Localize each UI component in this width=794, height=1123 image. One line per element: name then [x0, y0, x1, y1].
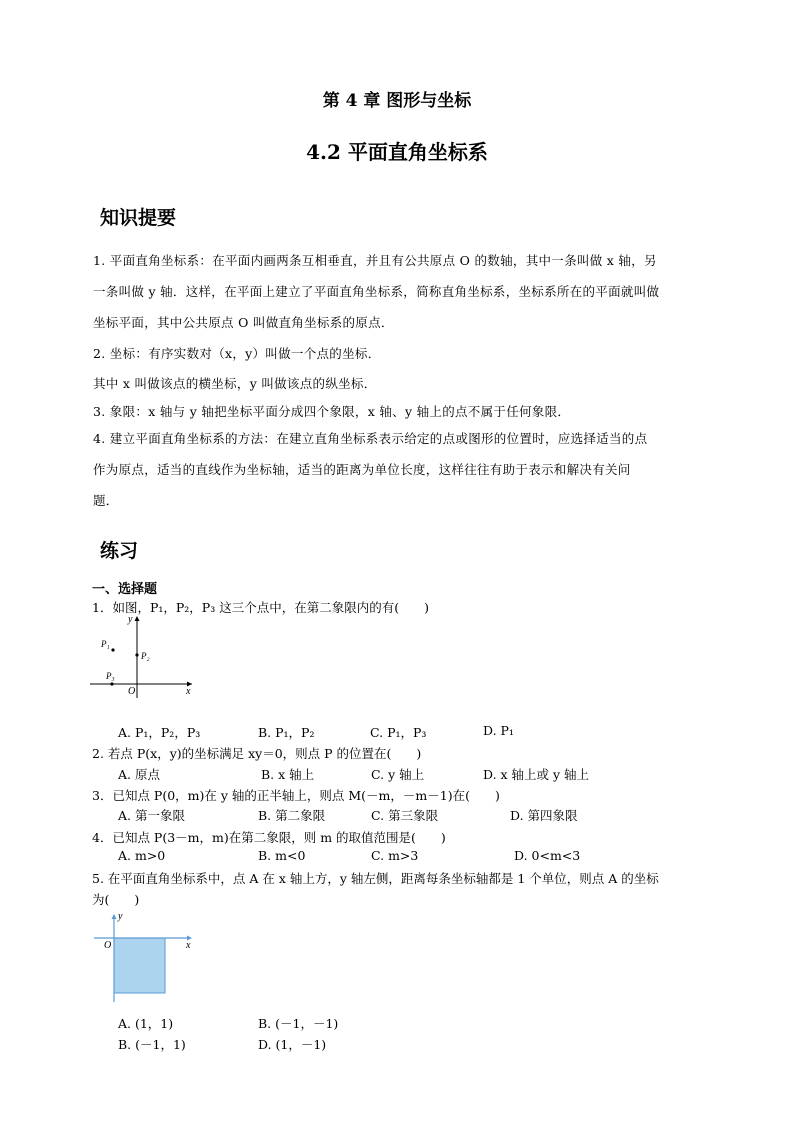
question-4-stem: 4．已知点 P(3－m，m)在第二象限，则 m 的取值范围是( ) — [92, 830, 446, 845]
point-p3 — [110, 682, 113, 685]
practice-heading: 练习 — [100, 540, 139, 562]
point-p2 — [135, 653, 138, 656]
chapter-title: 第 4 章 图形与坐标 — [322, 91, 472, 111]
question-5-stem-cont: 为( ) — [92, 892, 140, 907]
section-title: 4.2 平面直角坐标系 — [306, 140, 488, 164]
question-4-option-b[interactable]: B. m<0 — [258, 848, 306, 863]
question-3-option-a[interactable]: A. 第一象限 — [118, 808, 185, 823]
x-axis-label: x — [186, 940, 191, 951]
question-5-stem: 5. 在平面直角坐标系中，点 A 在 x 轴上方，y 轴左侧，距离每条坐标轴都是 1 个单位，则点 A 的坐标 — [92, 871, 659, 886]
question-2-option-c[interactable]: C. y 轴上 — [371, 767, 425, 782]
p2-label: P₂ — [141, 651, 150, 661]
question-2-stem: 2. 若点 P(x，y)的坐标满足 xy＝0，则点 P 的位置在( ) — [92, 746, 422, 761]
knowledge-line: 2. 坐标：有序实数对（x，y）叫做一个点的坐标． — [93, 346, 381, 361]
p3-label: P₃ — [106, 671, 115, 681]
question-1-option-a[interactable]: A. P₁，P₂，P₃ — [118, 725, 201, 740]
knowledge-line: 4. 建立平面直角坐标系的方法：在建立直角坐标系表示给定的点或图形的位置时，应选择适当的点 — [93, 431, 648, 446]
question-3-option-b[interactable]: B. 第二象限 — [258, 808, 326, 823]
knowledge-line: 作为原点，适当的直线作为坐标轴，适当的距离为单位长度，这样往往有助于表示和解决有关问 — [93, 462, 631, 477]
choice-section-heading: 一、选择题 — [92, 582, 158, 597]
question-1-option-d[interactable]: D. P₁ — [483, 723, 514, 738]
question-5-figure — [92, 906, 202, 1006]
question-1-stem: 1．如图，P₁，P₂，P₃ 这三个点中，在第二象限内的有( ) — [92, 600, 429, 615]
question-2-option-b[interactable]: B. x 轴上 — [261, 767, 315, 782]
question-4-option-c[interactable]: C. m>3 — [371, 848, 419, 863]
question-1-figure — [88, 612, 198, 702]
point-p1 — [111, 648, 114, 651]
x-axis-label: x — [186, 686, 191, 697]
question-5-option-d[interactable]: D. (1，－1) — [258, 1037, 327, 1052]
knowledge-line: 题． — [93, 493, 119, 508]
shaded-square — [114, 938, 165, 993]
knowledge-line: 坐标平面，其中公共原点 O 叫做直角坐标系的原点． — [93, 315, 394, 330]
origin-label: O — [104, 940, 112, 951]
question-2-option-a[interactable]: A. 原点 — [118, 767, 160, 782]
question-3-stem: 3．已知点 P(0，m)在 y 轴的正半轴上，则点 M(－m，－m－1)在( ) — [92, 788, 500, 803]
question-4-option-d[interactable]: D. 0<m<3 — [514, 848, 581, 863]
question-5-option-a[interactable]: A. (1，1) — [118, 1016, 174, 1031]
knowledge-line: 其中 x 叫做该点的横坐标，y 叫做该点的纵坐标． — [93, 376, 377, 391]
knowledge-line: 一条叫做 y 轴．这样，在平面上建立了平面直角坐标系，简称直角坐标系，坐标系所在的平面就叫做 — [93, 284, 660, 299]
origin-label: O — [128, 686, 136, 697]
question-5-option-c[interactable]: B. (－1，1) — [118, 1037, 186, 1052]
question-2-option-d[interactable]: D. x 轴上或 y 轴上 — [483, 767, 590, 782]
knowledge-line: 3. 象限：x 轴与 y 轴把坐标平面分成四个象限，x 轴、y 轴上的点不属于任何象限． — [93, 404, 571, 419]
question-3-option-c[interactable]: C. 第三象限 — [371, 808, 439, 823]
p1-label: P₁ — [101, 639, 110, 649]
knowledge-line: 1. 平面直角坐标系：在平面内画两条互相垂直，并且有公共原点 O 的数轴，其中一条叫做 x 轴，另 — [93, 253, 657, 268]
question-3-option-d[interactable]: D. 第四象限 — [510, 808, 578, 823]
knowledge-heading: 知识提要 — [100, 207, 177, 229]
question-5-option-b[interactable]: B. (－1，－1) — [258, 1016, 339, 1031]
y-axis-label: y — [128, 614, 133, 625]
question-1-option-b[interactable]: B. P₁，P₂ — [258, 725, 315, 740]
question-4-option-a[interactable]: A. m>0 — [118, 848, 166, 863]
question-1-option-c[interactable]: C. P₁，P₃ — [370, 725, 427, 740]
y-axis-label: y — [118, 911, 123, 922]
